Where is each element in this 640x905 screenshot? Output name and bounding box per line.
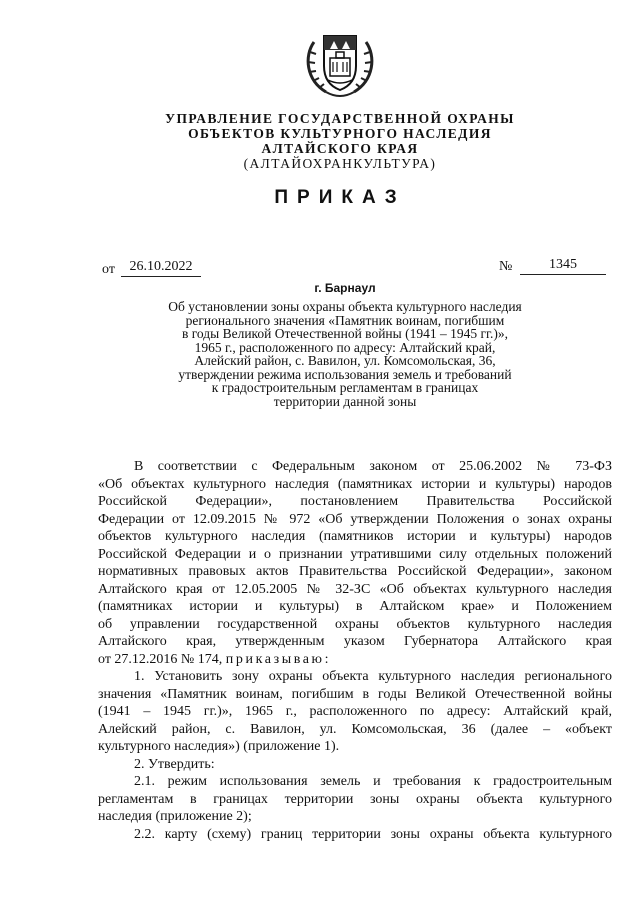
subject-line: территории данной зоны <box>273 393 417 409</box>
body-line: «Об объектах культурного наследия (памятниках истории и культуры) народов <box>98 476 612 492</box>
item-2-1-line: 2.1. режим использования земель и требования к градостроительным <box>134 774 612 789</box>
document-type-title: ПРИКАЗ <box>274 187 406 208</box>
body-line: Российской Федерации», постановлением Правительства Российской <box>98 494 612 509</box>
item-1-line: значения «Памятник воинам, погибшим в годы Великой Отечественной войны <box>98 686 612 702</box>
org-name-line-1: УПРАВЛЕНИЕ ГОСУДАРСТВЕННОЙ ОХРАНЫ <box>165 111 515 126</box>
document-subject <box>125 300 565 408</box>
subject-line: к градостроительным регламентам в границах <box>211 380 479 395</box>
item-2-1-line: наследия (приложение 2); <box>98 809 252 824</box>
body-line: Федерации от 12.09.2015 № 972 «Об утверждении Положения о зонах охраны <box>98 511 612 527</box>
body-line: Российской Федерации и о признании утратившими силу отдельных положений <box>98 546 612 562</box>
city: г. Барнаул <box>314 281 376 295</box>
org-name-line-3: АЛТАЙСКОГО КРАЯ <box>261 141 419 156</box>
org-short-name: (АЛТАЙОХРАНКУЛЬТУРА) <box>243 156 437 171</box>
subject-line: утверждении режима использования земель и требований <box>178 366 512 382</box>
coat-of-arms-icon <box>300 22 380 100</box>
body-line: Алтайского края, утвержденным указом Губернатора Алтайского края <box>98 634 612 649</box>
item-2: 2. Утвердить: <box>134 756 215 772</box>
body-line: об управлении государственной охраны объектов культурного наследия <box>98 616 612 632</box>
body-line: нормативных правовых актов Правительства Российской Федерации», законом <box>98 564 612 579</box>
order-word: приказываю: <box>225 651 332 667</box>
number-label: № <box>499 259 513 274</box>
item-2-2-line: 2.2. карту (схему) границ территории зоны охраны объекта культурного <box>134 826 612 842</box>
item-2-1-line: регламентам в границах территории зоны охраны объекта культурного <box>98 791 612 807</box>
body-line: В соответствии с Федеральным законом от 25.06.2002 № 73-ФЗ <box>134 459 612 474</box>
preamble-last-line: от 27.12.2016 № 174, <box>98 651 223 667</box>
item-1-line: культурного наследия») (приложение 1). <box>98 739 340 754</box>
body-line-order <box>98 651 612 669</box>
org-name-line-2: ОБЪЕКТОВ КУЛЬТУРНОГО НАСЛЕДИЯ <box>188 126 492 141</box>
body-line: Алтайского края от 12.05.2005 № 32-ЗС «Об объектах культурного наследия <box>98 581 612 597</box>
subject-line: Об установлении зоны охраны объекта культурного наследия <box>168 299 522 314</box>
document-date: 26.10.2022 <box>121 258 201 277</box>
subject-line: 1965 г., расположенного по адресу: Алтайский край, <box>194 339 496 355</box>
body-line: объектов культурного наследия (памятников истории и культуры) народов <box>98 529 612 544</box>
subject-line: Алейский район, с. Вавилон, ул. Комсомольская, 36, <box>194 353 496 368</box>
subject-line: регионального значения «Памятник воинам, погибшим <box>185 312 505 328</box>
document-body <box>98 458 612 843</box>
item-1-line: (1941 – 1945 гг.)», 1965 г., расположенного по адресу: Алтайский край, <box>98 704 612 719</box>
subject-line: в годы Великой Отечественной войны (1941 – 1945 гг.)», <box>181 326 509 341</box>
date-label: от <box>102 262 115 277</box>
document-number: 1345 <box>520 256 606 275</box>
item-1-line: 1. Установить зону охраны объекта культурного наследия регионального <box>134 669 612 684</box>
body-line: (памятниках истории и культуры) в Алтайском крае» и Положением <box>98 599 612 614</box>
item-1-line: Алейский район, с. Вавилон, ул. Комсомольская, 36 (далее – «объект <box>98 721 612 737</box>
